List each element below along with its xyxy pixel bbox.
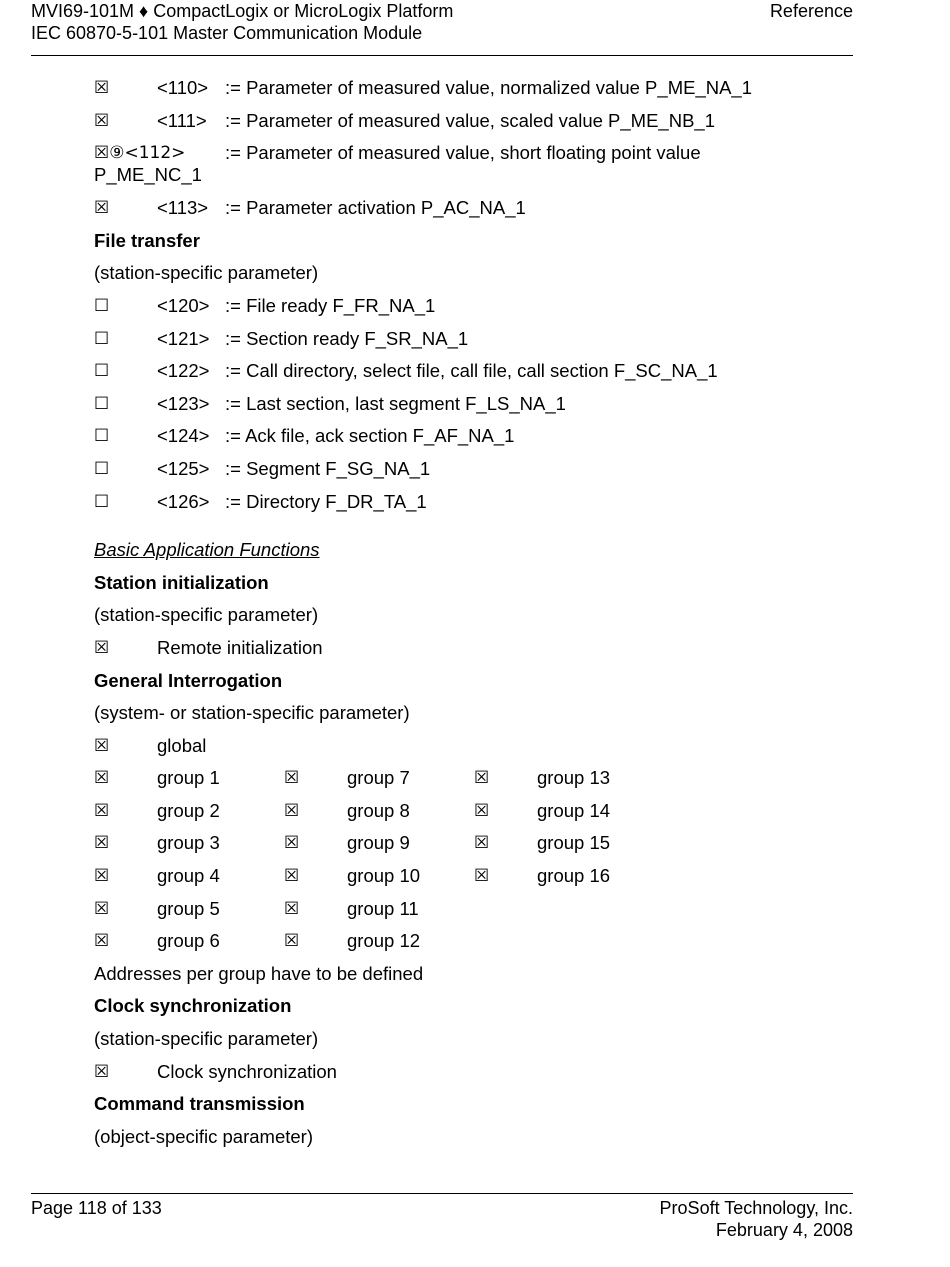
group-label: group 16 <box>537 865 611 887</box>
group-label: group 3 <box>157 832 220 854</box>
list-item <box>94 393 854 426</box>
list-item <box>94 197 854 230</box>
list-item <box>94 637 854 670</box>
page-number: Page 118 of 133 <box>31 1198 162 1218</box>
group-row <box>94 898 854 931</box>
checkbox-checked: ☒ <box>474 800 490 821</box>
checkbox-checked: ☒ <box>94 898 110 919</box>
company-name: ProSoft Technology, Inc. <box>659 1198 853 1218</box>
type-description: := Parameter activation P_AC_NA_1 <box>225 197 526 219</box>
group-label: group 4 <box>157 865 220 887</box>
type-code: <123> <box>157 392 210 414</box>
checkbox-checked: ☒ <box>94 735 110 756</box>
group-row <box>94 800 854 833</box>
type-description: := Call directory, select file, call file, call section F_SC_NA_1 <box>225 360 718 382</box>
type-description-wrap: P_ME_NC_1 <box>94 164 202 186</box>
type-code: <124> <box>157 425 210 447</box>
type-code: <125> <box>157 457 210 479</box>
checkbox-checked: ☒ <box>94 931 110 952</box>
list-item <box>94 142 854 197</box>
checkbox-checked: ☒ <box>94 198 110 219</box>
checkbox-unchecked: ☐ <box>94 361 110 382</box>
list-item <box>94 110 854 143</box>
group-label: group 15 <box>537 832 611 854</box>
group-label: group 2 <box>157 799 220 821</box>
section-note: (object-specific parameter) <box>94 1125 313 1147</box>
checkbox-checked: ☒ <box>94 78 110 98</box>
section-heading-station-init: Station initialization <box>94 571 269 593</box>
checkbox-checked: ☒ <box>284 898 300 919</box>
group-label: group 10 <box>347 865 421 887</box>
checkbox-unchecked: ☐ <box>94 491 110 512</box>
checkbox-unchecked: ☐ <box>94 328 110 349</box>
list-item <box>94 491 854 524</box>
group-label: group 9 <box>347 832 410 854</box>
option-label: global <box>157 734 207 756</box>
group-label: group 7 <box>347 767 410 789</box>
list-item <box>94 77 854 110</box>
type-description: := Directory F_DR_TA_1 <box>225 490 427 512</box>
checkbox-checked: ☒ <box>94 800 110 821</box>
list-item <box>94 328 854 361</box>
checkbox-checked: ☒ <box>474 768 490 789</box>
group-label: group 1 <box>157 767 220 789</box>
group-row <box>94 930 854 963</box>
section-note: (system- or station-specific parameter) <box>94 702 410 724</box>
page-header <box>31 0 853 56</box>
group-label: group 6 <box>157 930 220 952</box>
list-item <box>94 360 854 393</box>
checkbox-checked: ☒ <box>284 866 300 887</box>
list-item <box>94 1061 854 1094</box>
type-description: := Segment F_SG_NA_1 <box>225 457 431 479</box>
type-code: <122> <box>157 360 210 382</box>
group-label: group 5 <box>157 897 220 919</box>
list-item <box>94 425 854 458</box>
group-row <box>94 767 854 800</box>
checkbox-checked: ☒ <box>94 866 110 887</box>
checkbox-checked: ☒ <box>94 1061 110 1082</box>
list-item <box>94 735 854 768</box>
header-product-line: MVI69-101M ♦ CompactLogix or MicroLogix Platform <box>31 1 454 21</box>
list-item <box>94 295 854 328</box>
type-description: := Section ready F_SR_NA_1 <box>225 327 469 349</box>
subsection-title: Basic Application Functions <box>94 539 320 561</box>
section-note: (station-specific parameter) <box>94 262 319 284</box>
checkbox-unchecked: ☐ <box>94 295 110 316</box>
group-label: group 8 <box>347 799 410 821</box>
group-row <box>94 832 854 865</box>
checkbox-checked: ☒ <box>284 768 300 789</box>
checkbox-checked: ☒ <box>474 833 490 854</box>
group-label: group 12 <box>347 930 421 952</box>
page-footer <box>31 1193 853 1240</box>
section-note: (station-specific parameter) <box>94 604 319 626</box>
group-label: group 14 <box>537 799 611 821</box>
type-description: := File ready F_FR_NA_1 <box>225 294 436 316</box>
type-code: <126> <box>157 490 210 512</box>
type-code: <113> <box>157 197 209 219</box>
section-note: (station-specific parameter) <box>94 1028 319 1050</box>
group-row <box>94 865 854 898</box>
group-label: group 13 <box>537 767 611 789</box>
type-description: := Ack file, ack section F_AF_NA_1 <box>225 425 515 447</box>
section-heading-file-transfer: File transfer <box>94 229 200 251</box>
footer-right <box>660 1197 853 1241</box>
checkbox-checked: ☒ <box>284 800 300 821</box>
section-heading-clock-sync: Clock synchronization <box>94 995 292 1017</box>
checkbox-checked: ☒ <box>94 768 110 789</box>
type-description: := Parameter of measured value, scaled value P_ME_NB_1 <box>225 109 715 131</box>
section-heading-general-interrogation: General Interrogation <box>94 669 283 691</box>
checkbox-checked: ☒ <box>474 866 490 887</box>
checkbox-unchecked: ☐ <box>94 458 110 479</box>
type-code: <120> <box>157 294 210 316</box>
checkbox-checked: ☒ <box>94 637 110 658</box>
type-description: := Last section, last segment F_LS_NA_1 <box>225 392 566 414</box>
header-section: Reference <box>769 1 853 21</box>
type-description: := Parameter of measured value, short floating point value <box>225 142 701 164</box>
publish-date: February 4, 2008 <box>715 1220 853 1240</box>
header-module-line: IEC 60870-5-101 Master Communication Module <box>31 23 423 43</box>
document-body <box>94 77 854 1158</box>
type-code-112: ☒⑨<112> <box>94 143 186 164</box>
checkbox-checked: ☒ <box>94 110 110 131</box>
option-label: Clock synchronization <box>157 1060 337 1082</box>
type-code: <121> <box>157 327 210 349</box>
group-label: group 11 <box>347 897 419 919</box>
checkbox-checked: ☒ <box>94 833 110 854</box>
checkbox-checked: ☒ <box>284 931 300 952</box>
checkbox-unchecked: ☐ <box>94 426 110 447</box>
list-item <box>94 458 854 491</box>
type-code: <111> <box>157 109 207 131</box>
option-label: Remote initialization <box>157 636 323 658</box>
checkbox-checked: ☒ <box>284 833 300 854</box>
type-code: <110> <box>157 77 209 98</box>
type-description: := Parameter of measured value, normalized value P_ME_NA_1 <box>225 77 753 98</box>
group-footnote: Addresses per group have to be defined <box>94 962 424 984</box>
section-heading-command-transmission: Command transmission <box>94 1093 305 1115</box>
checkbox-unchecked: ☐ <box>94 393 110 414</box>
